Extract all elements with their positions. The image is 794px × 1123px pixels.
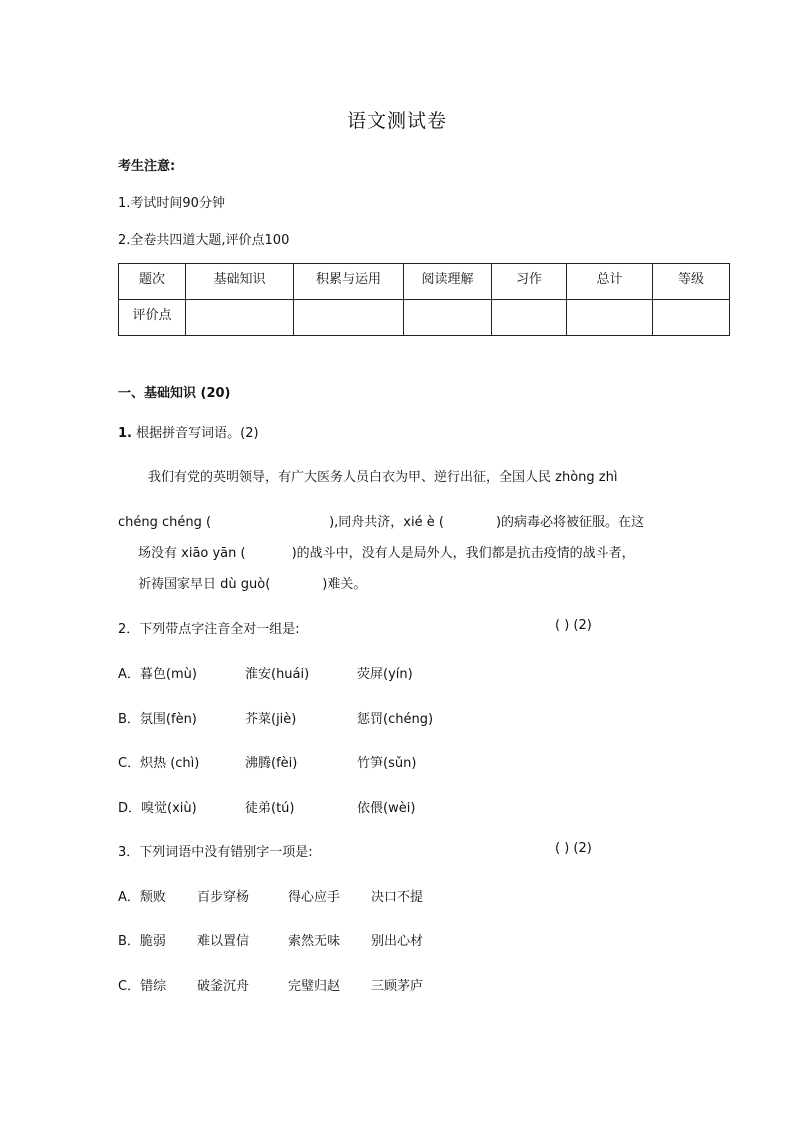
score-row-label: 评价点 — [119, 300, 186, 336]
q3-option-a-1[interactable]: A．颓败 — [118, 890, 166, 905]
notice-heading: 考生注意: — [118, 159, 176, 174]
score-cell[interactable] — [492, 300, 567, 336]
score-table-header-row — [119, 264, 730, 300]
q2-option-b-2: 芥菜(jiè) — [245, 712, 297, 727]
question-2-prompt: 2．下列带点字注音全对一组是: — [118, 622, 300, 637]
score-header-cell: 阅读理解 — [404, 264, 492, 300]
question-2-answer-slot[interactable]: ( ) (2) — [555, 618, 592, 633]
question-1-line-2c: )的病毒必将被征服。在这 — [495, 515, 645, 530]
q2-option-c-3: 竹笋(sǔn) — [357, 756, 417, 771]
q2-option-b-1[interactable]: B．氛围(fèn) — [118, 712, 197, 727]
question-1-line-4a: 祈祷国家早日 dù guò( — [138, 577, 271, 592]
q3-option-c-1[interactable]: C．错综 — [118, 979, 167, 994]
question-1-line-4 — [138, 573, 366, 592]
q2-option-a-3: 荧屏(yín) — [357, 667, 413, 682]
page-title: 语文测试卷 — [346, 110, 447, 132]
q3-option-b-1[interactable]: B．脆弱 — [118, 934, 166, 949]
q3-option-c-3: 完璧归赵 — [288, 979, 341, 994]
q2-option-d-3: 依偎(wèi) — [357, 801, 416, 816]
question-1-line-4b: )难关。 — [322, 577, 367, 592]
question-1-line-2b: ),同舟共济，xié è ( — [329, 515, 444, 530]
score-cell[interactable] — [567, 300, 653, 336]
q3-option-c-4: 三顾茅庐 — [371, 979, 424, 994]
score-cell[interactable] — [404, 300, 492, 336]
score-cell[interactable] — [186, 300, 294, 336]
q2-option-d-1[interactable]: D．嗅觉(xiù) — [118, 801, 197, 816]
score-cell[interactable] — [653, 300, 730, 336]
q3-option-c-2: 破釜沉舟 — [197, 979, 250, 994]
score-header-cell: 题次 — [119, 264, 186, 300]
question-3-prompt: 3．下列词语中没有错别字一项是: — [118, 845, 313, 860]
question-1-line-3b: )的战斗中，没有人是局外人，我们都是抗击疫情的战斗者， — [291, 546, 635, 561]
q2-option-a-1[interactable]: A．暮色(mù) — [118, 667, 197, 682]
question-1-line-3a: 场没有 xiāo yān ( — [138, 546, 246, 561]
q3-option-a-4: 决口不提 — [371, 890, 424, 905]
question-1-number: 1. — [118, 426, 132, 441]
score-table-row — [119, 300, 730, 336]
question-1-line-2a: chéng chéng ( — [118, 515, 212, 530]
score-header-cell: 习作 — [492, 264, 567, 300]
q2-option-a-2: 淮安(huái) — [245, 667, 310, 682]
score-cell[interactable] — [294, 300, 404, 336]
score-header-cell: 总计 — [567, 264, 653, 300]
section-1-heading: 一、基础知识 (20) — [118, 386, 231, 401]
notice-line-2: 2.全卷共四道大题,评价点100 — [118, 233, 290, 248]
q2-option-b-3: 惩罚(chéng) — [357, 712, 434, 727]
q3-option-b-3: 索然无味 — [288, 934, 341, 949]
q3-option-b-2: 难以置信 — [197, 934, 250, 949]
score-header-cell: 基础知识 — [186, 264, 294, 300]
question-1-text: 根据拼音写词语。(2) — [136, 426, 259, 441]
q2-option-c-2: 沸腾(fèi) — [245, 756, 298, 771]
notice-line-1: 1.考试时间90分钟 — [118, 196, 225, 211]
question-1-line-1: 我们有党的英明领导，有广大医务人员白衣为甲、逆行出征，全国人民 zhòng zhì — [148, 470, 618, 485]
q2-option-c-1[interactable]: C．炽热 (chì) — [118, 756, 200, 771]
question-1-line-2 — [118, 511, 644, 530]
question-3-answer-slot[interactable]: ( ) (2) — [555, 841, 592, 856]
score-header-cell: 积累与运用 — [294, 264, 404, 300]
q2-option-d-2: 徒弟(tú) — [245, 801, 295, 816]
question-1-line-3 — [138, 542, 635, 561]
q3-option-b-4: 别出心材 — [371, 934, 424, 949]
q3-option-a-3: 得心应手 — [288, 890, 341, 905]
q3-option-a-2: 百步穿杨 — [197, 890, 250, 905]
question-1-prompt — [118, 422, 259, 441]
score-header-cell: 等级 — [653, 264, 730, 300]
score-table — [118, 263, 730, 336]
